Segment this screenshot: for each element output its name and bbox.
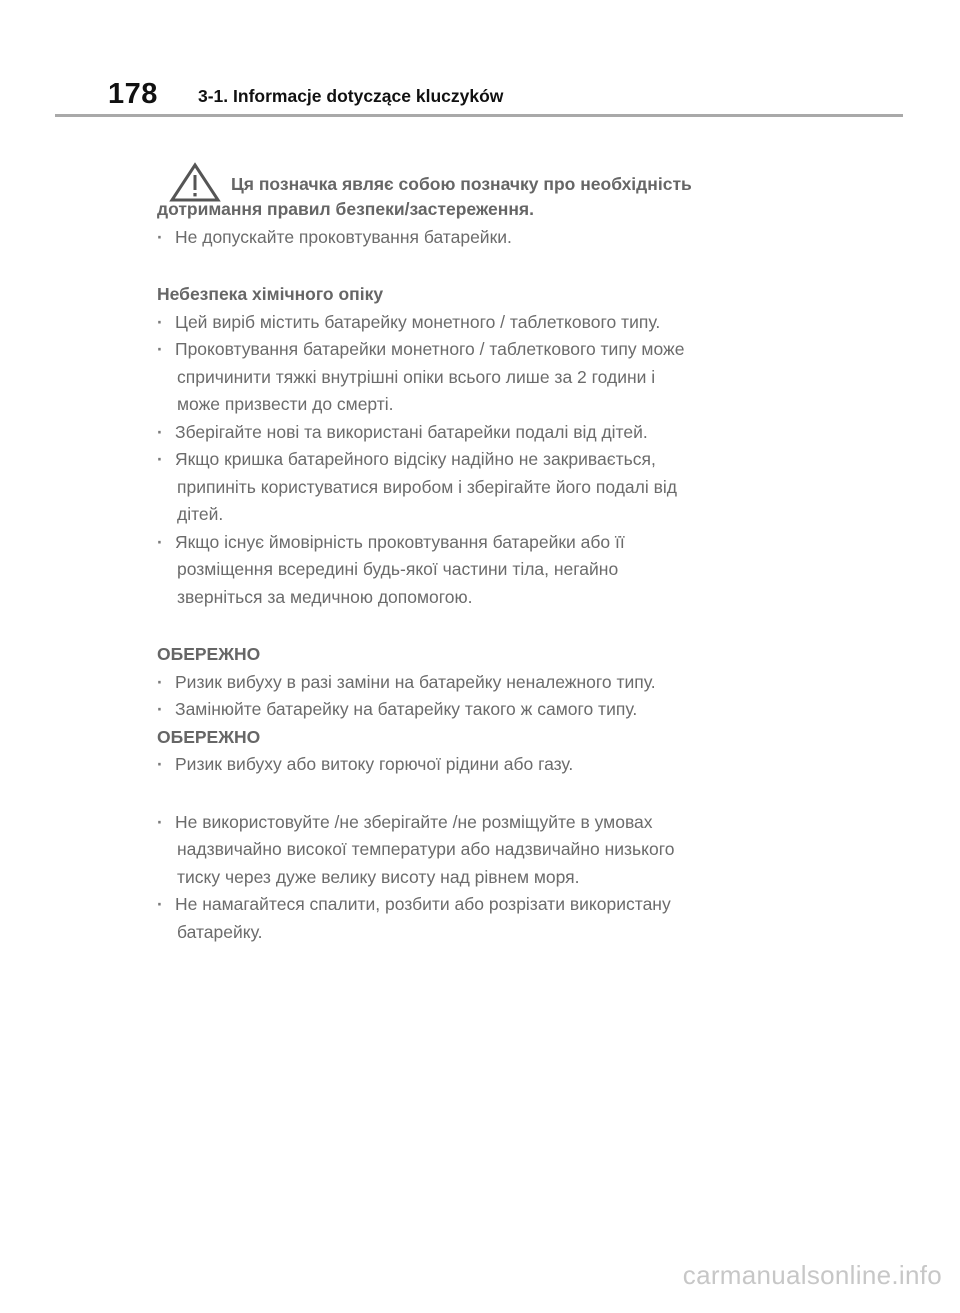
list-item: · Не допускайте проковтування батарейки. — [157, 224, 777, 252]
warning-text-line-2: дотримання правил безпеки/застереження. — [157, 199, 535, 219]
warning-heading — [157, 162, 777, 224]
list-item: · Ризик вибуху або витоку горючої рідини або газу. — [157, 751, 777, 779]
list-item: · Якщо існує ймовірність проковтування батарейки або її розміщення всередині будь-якої частини тіла, негайно зверніться за медичною допомогою. — [157, 529, 777, 612]
section-title: 3-1. Informacje dotyczące kluczyków — [198, 86, 504, 106]
watermark: carmanualsonline.info — [682, 1260, 942, 1290]
page-body — [157, 162, 777, 946]
page-header — [108, 74, 903, 118]
section-heading-caution: ОБЕРЕЖНО — [157, 644, 261, 664]
list-item: · Ризик вибуху в разі заміни на батарейку неналежного типу. — [157, 669, 777, 697]
section-heading-caution-2: ОБЕРЕЖНО — [157, 726, 261, 747]
list-item: · Не намагайтеся спалити, розбити або розрізати використану батарейку. — [157, 891, 777, 946]
list-item: · Проковтування батарейки монетного / таблеткового типу може спричинити тяжкі внутрішні опіки всього лише за 2 години і може призвести до смерті. — [157, 336, 777, 419]
list-item: · Якщо кришка батарейного відсіку надійно не закривається, припиніть користуватися виробом і зберігайте його подалі від дітей. — [157, 446, 777, 529]
list-item: · Зберігайте нові та використані батарейки подалі від дітей. — [157, 419, 777, 447]
section-heading-chemical-burn: Небезпека хімічного опіку — [157, 284, 384, 304]
list-item: · Замінюйте батарейку на батарейку такого ж самого типу. — [157, 696, 777, 724]
warning-text-line-1: Ця позначка являє собою позначку про необхідність — [231, 173, 692, 194]
list-item: · Цей виріб містить батарейку монетного / таблеткового типу. — [157, 309, 777, 337]
header-divider — [55, 114, 903, 117]
page-number: 178 — [108, 78, 158, 110]
list-item: · Не використовуйте /не зберігайте /не розміщуйте в умовах надзвичайно високої температури або надзвичайно низького тиску через дуже велику висоту над рівнем моря. — [157, 809, 777, 892]
